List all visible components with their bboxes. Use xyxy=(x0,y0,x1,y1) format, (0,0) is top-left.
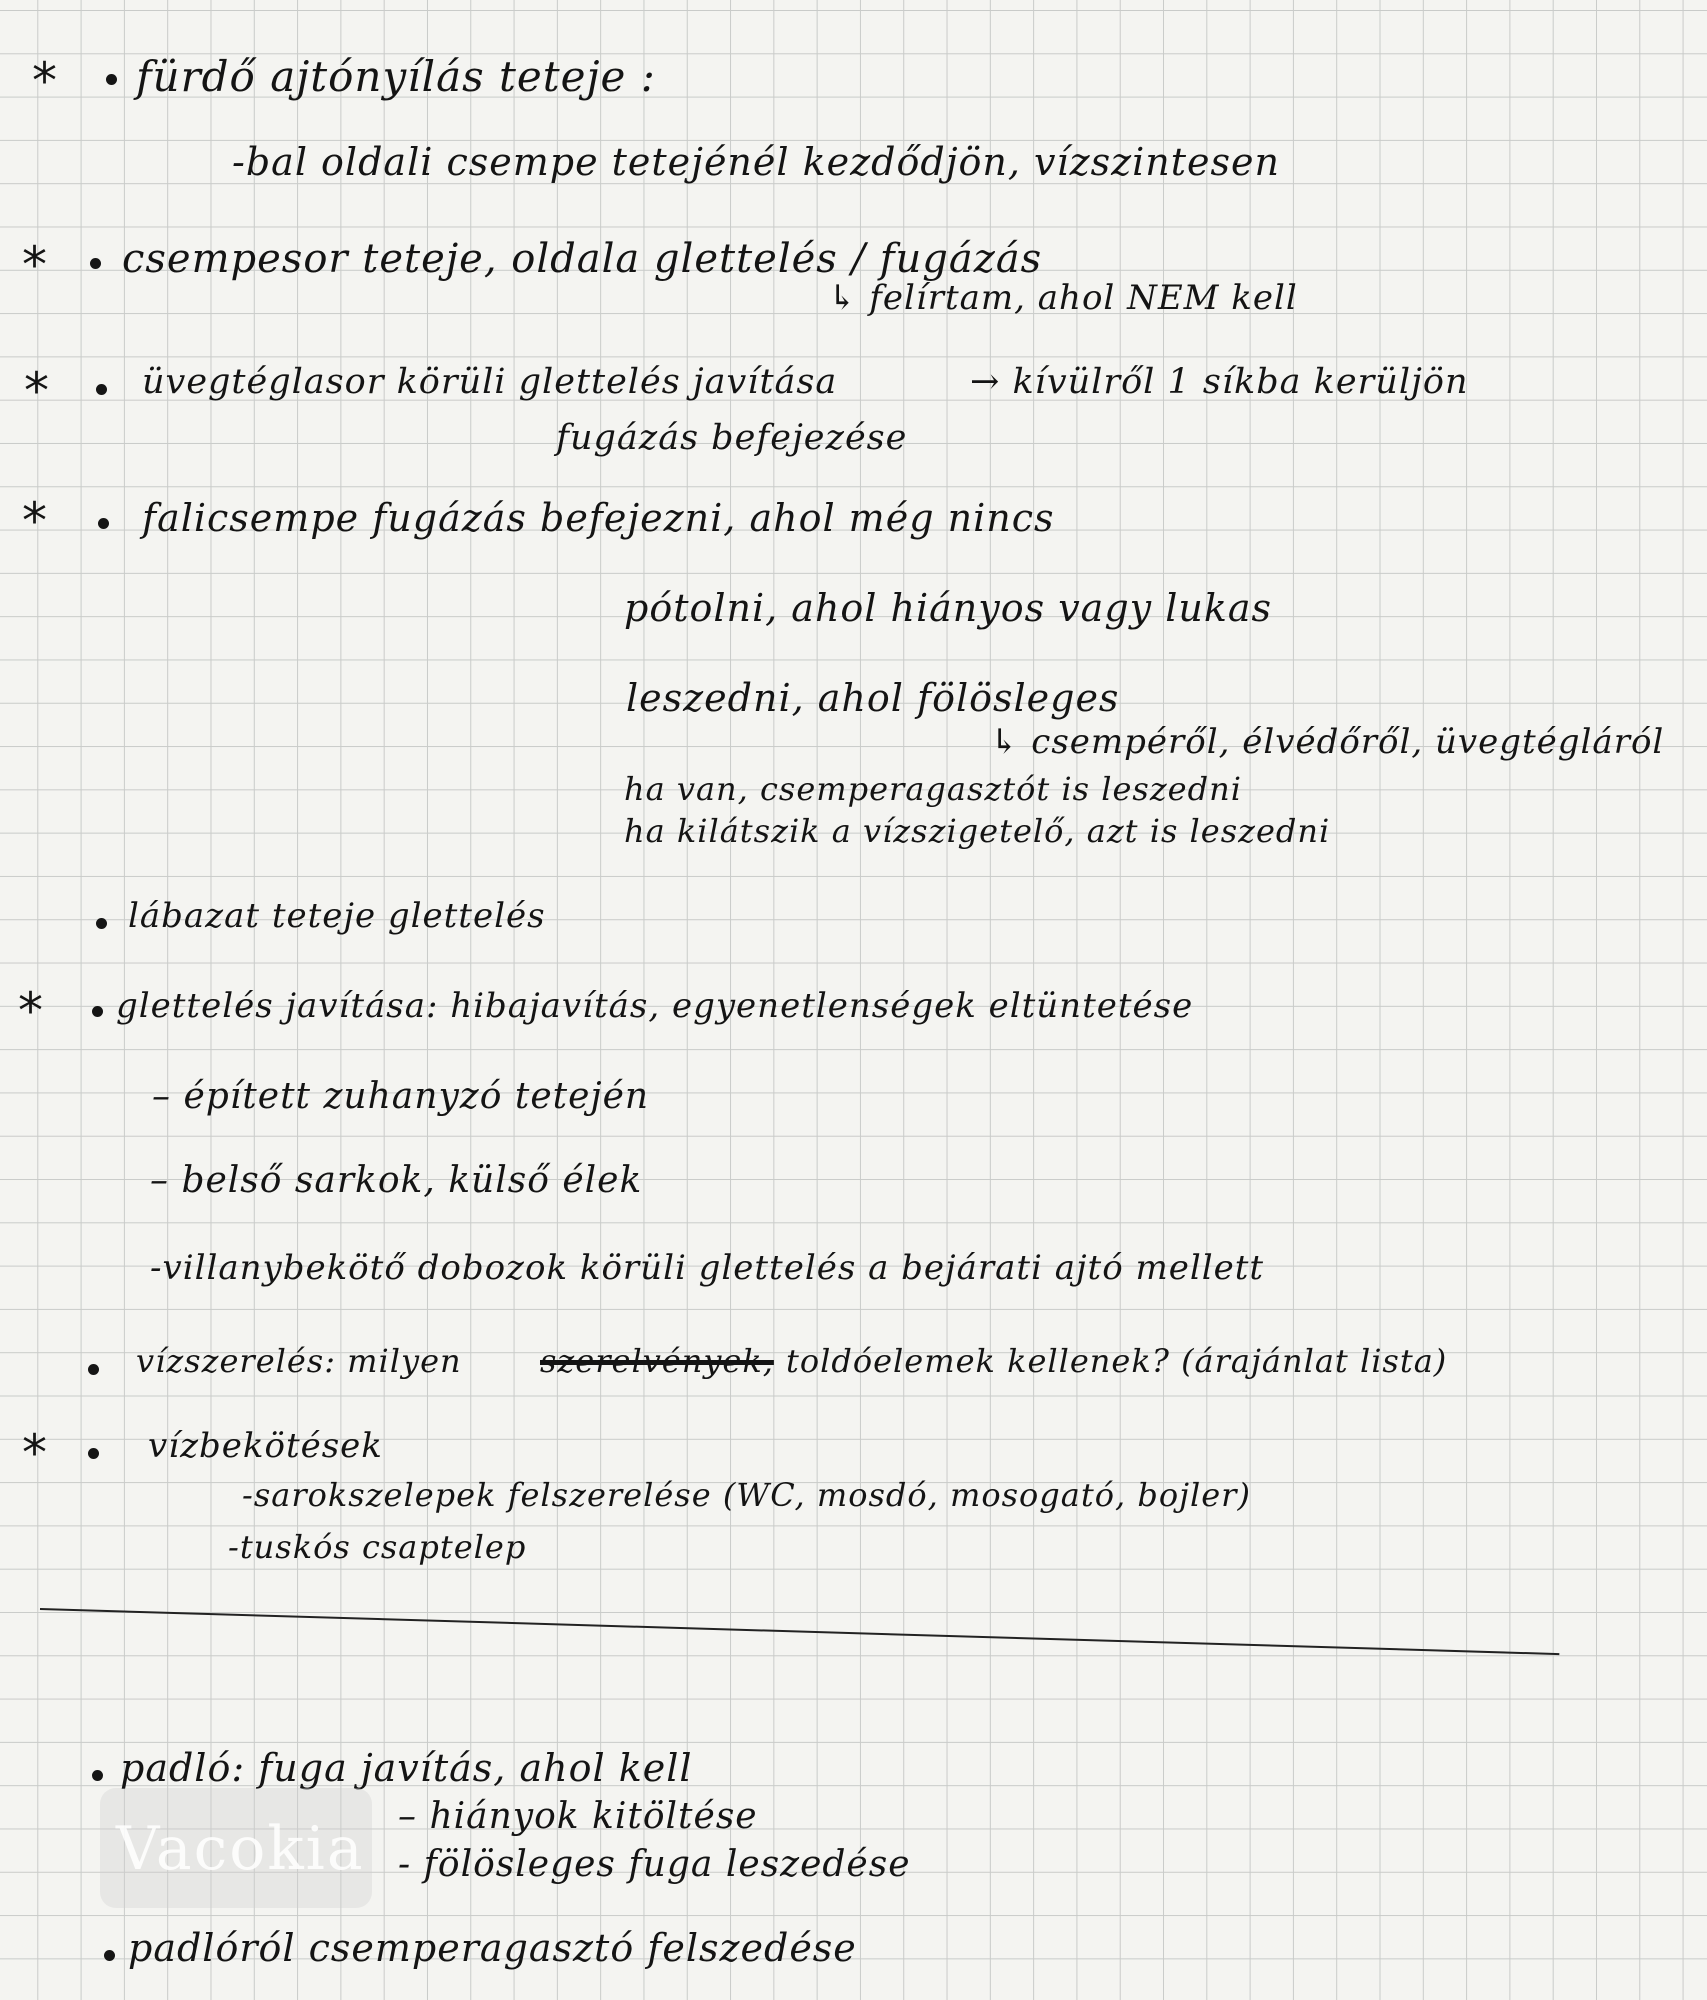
bullet xyxy=(92,1770,103,1781)
note-line: – épített zuhanyzó tetején xyxy=(152,1076,650,1117)
note-line: ↳ felírtam, ahol NEM kell xyxy=(828,278,1298,318)
note-line: padló: fuga javítás, ahol kell xyxy=(120,1746,693,1790)
note-line: -tuskós csaptelep xyxy=(228,1528,527,1566)
note-line: leszedni, ahol fölösleges xyxy=(626,676,1120,720)
bullet xyxy=(92,1006,103,1017)
note-line: – hiányok kitöltése xyxy=(398,1796,758,1837)
note-line: fugázás befejezése xyxy=(556,418,908,458)
struck-word: szerelvények, xyxy=(540,1342,774,1380)
star-mark: * xyxy=(22,236,47,294)
note-line: vízszerelés: milyen xyxy=(136,1342,462,1380)
note-line: padlóról csemperagasztó felszedése xyxy=(128,1926,857,1970)
star-mark: * xyxy=(22,492,47,550)
note-line: – belső sarkok, külső élek xyxy=(150,1160,643,1201)
note-line: toldóelemek kellenek? (árajánlat lista) xyxy=(786,1342,1448,1380)
note-line: vízbekötések xyxy=(148,1426,383,1466)
note-line: → kívülről 1 síkba kerüljön xyxy=(970,362,1469,402)
note-line: -sarokszelepek felszerelése (WC, mosdó, mosogató, bojler) xyxy=(242,1476,1251,1514)
bullet xyxy=(90,258,101,269)
note-line: pótolni, ahol hiányos vagy lukas xyxy=(624,586,1273,630)
bullet xyxy=(96,918,107,929)
note-line: ha van, csemperagasztót is leszedni xyxy=(624,770,1242,808)
note-line: fürdő ajtónyílás teteje : xyxy=(136,52,656,101)
note-line: csempesor teteje, oldala glettelés / fugázás xyxy=(122,236,1043,282)
bullet xyxy=(88,1448,99,1459)
note-line: lábazat teteje glettelés xyxy=(128,896,546,936)
bullet xyxy=(88,1364,99,1375)
divider-line xyxy=(40,1608,1559,1655)
note-line: - fölösleges fuga leszedése xyxy=(398,1844,911,1885)
note-line: -villanybekötő dobozok körüli glettelés a bejárati ajtó mellett xyxy=(150,1248,1265,1288)
note-line: ha kilátszik a vízszigetelő, azt is leszedni xyxy=(624,812,1331,850)
star-mark: * xyxy=(24,362,49,420)
bullet xyxy=(104,1950,115,1961)
note-line: falicsempe fugázás befejezni, ahol még nincs xyxy=(142,496,1055,540)
bullet xyxy=(106,74,117,85)
star-mark: * xyxy=(18,982,43,1040)
star-mark: * xyxy=(22,1424,47,1482)
note-line: glettelés javítása: hibajavítás, egyenetlenségek eltüntetése xyxy=(116,986,1194,1026)
watermark-text: Vacokia xyxy=(116,1814,365,1884)
bullet xyxy=(96,384,107,395)
bullet xyxy=(98,518,109,529)
note-line: -bal oldali csempe tetejénél kezdődjön, vízszintesen xyxy=(232,140,1280,184)
note-line: üvegtéglasor körüli glettelés javítása xyxy=(142,362,838,402)
star-mark: * xyxy=(32,52,57,110)
note-line: ↳ csempéről, élvédőről, üvegtégláról xyxy=(990,722,1665,762)
